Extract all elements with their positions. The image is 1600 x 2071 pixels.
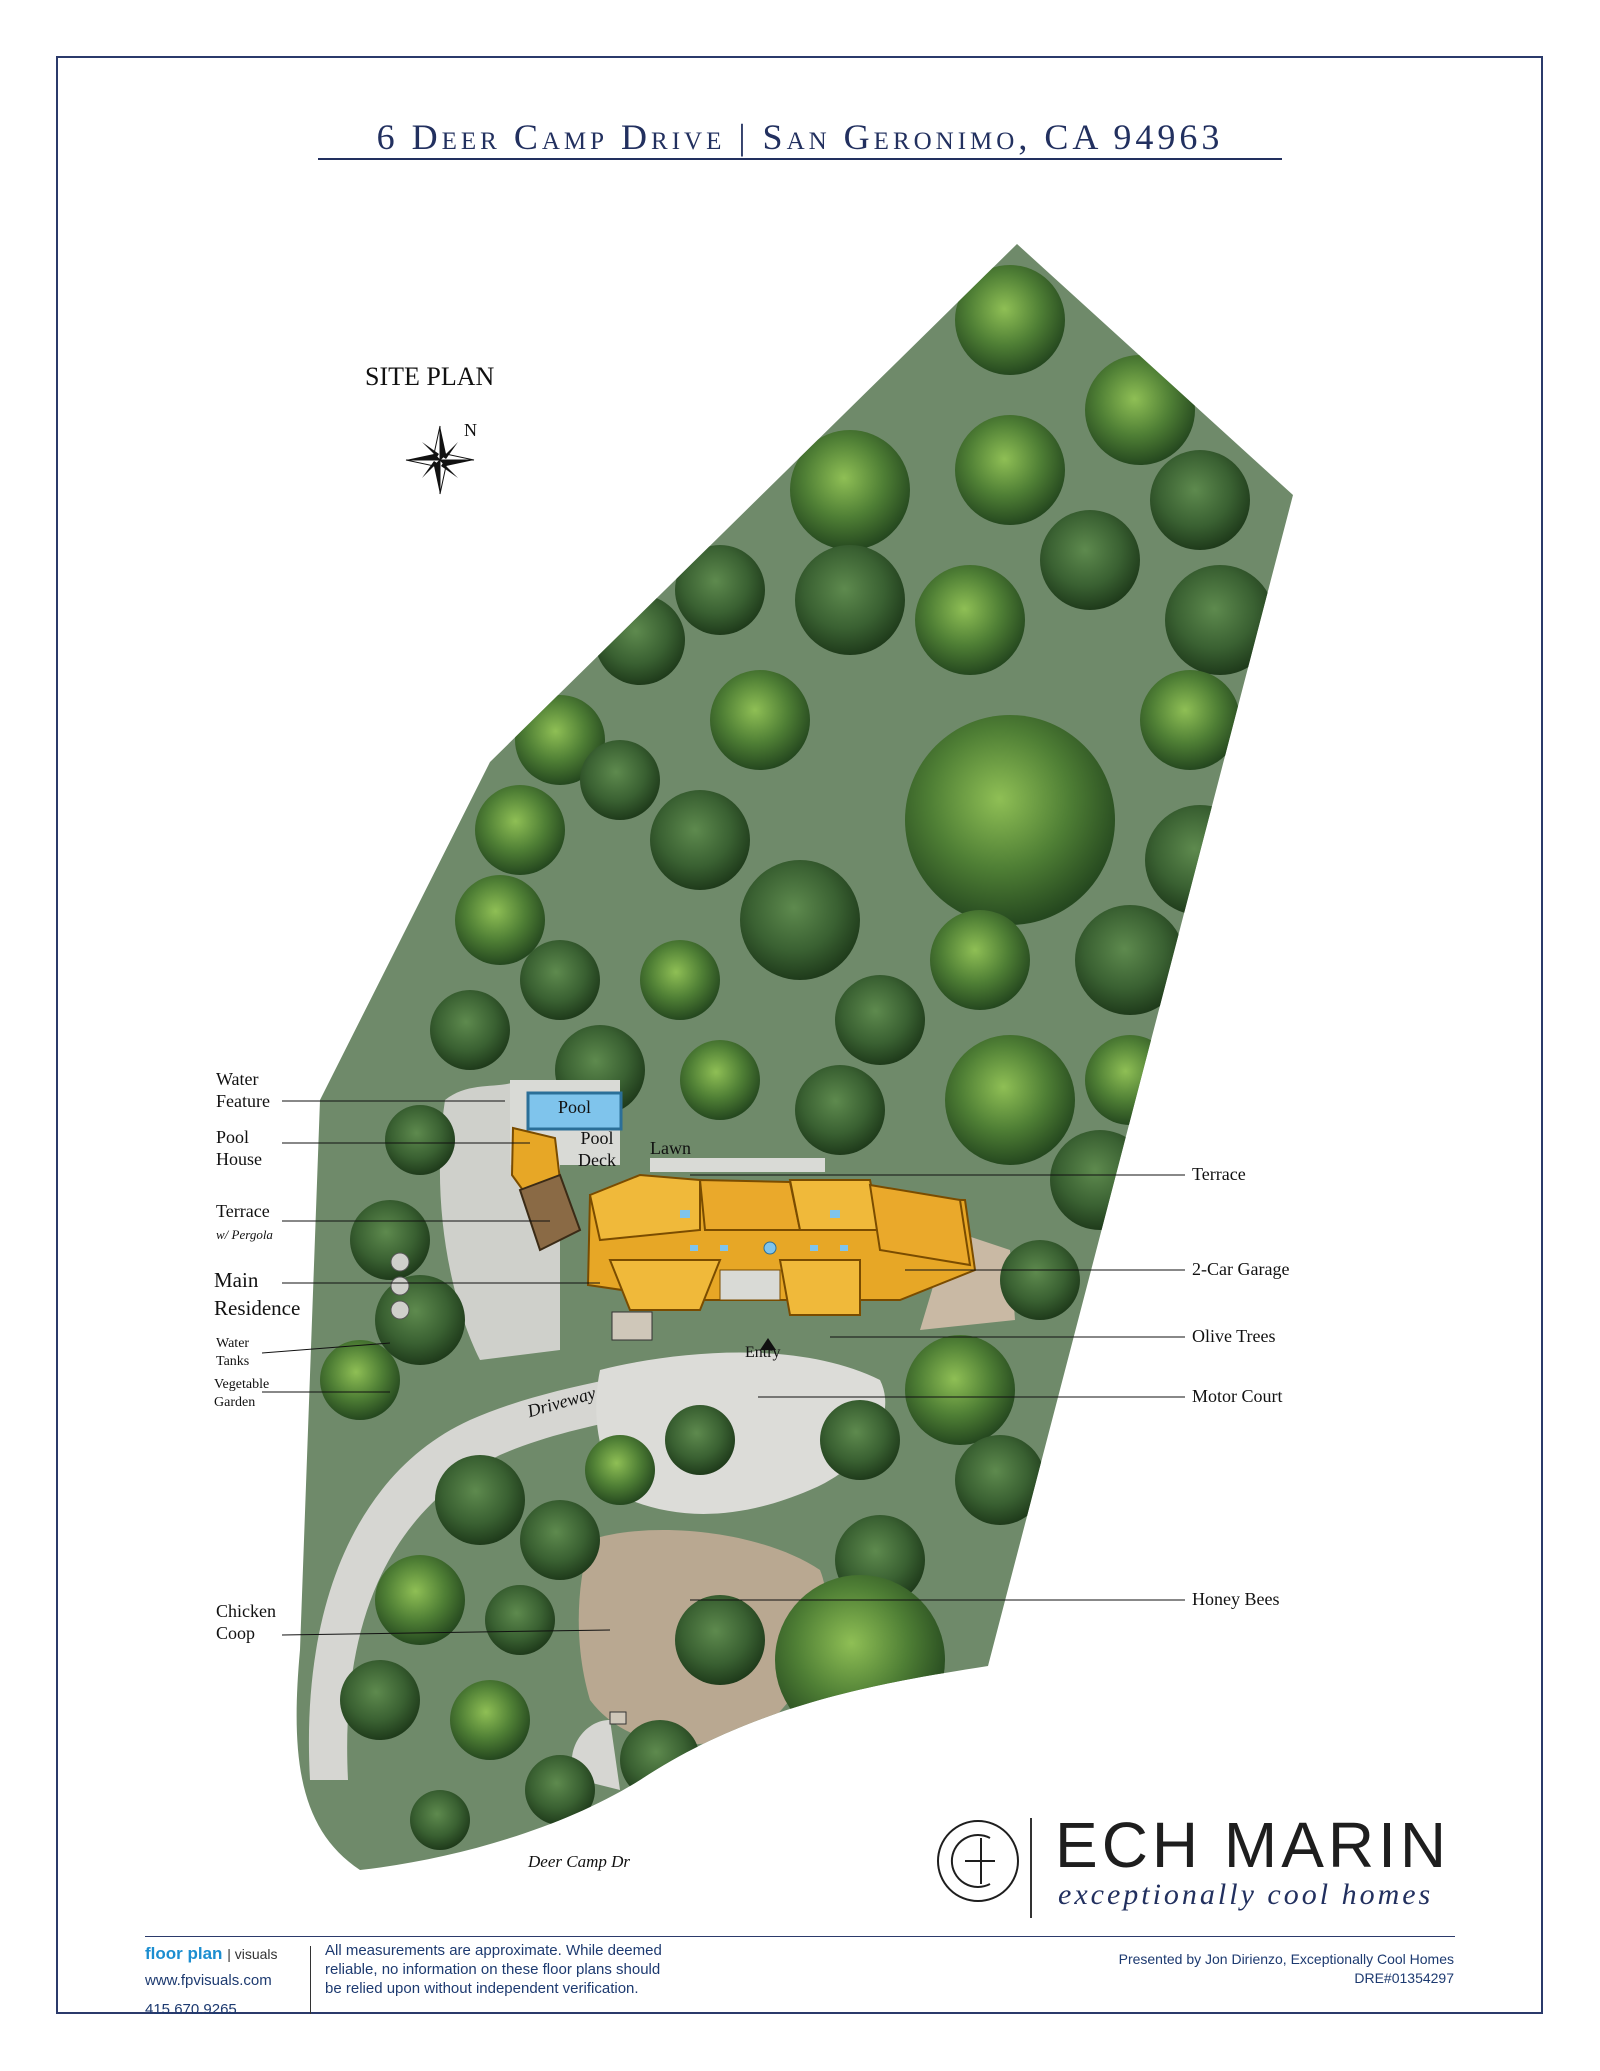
fp-phone: 415.670.9265 bbox=[145, 2001, 237, 2018]
label-terrace-left: Terrace bbox=[216, 1201, 270, 1221]
label-entry: Entry bbox=[745, 1344, 781, 1361]
chicken-coop bbox=[610, 1712, 626, 1724]
label-pool-deck: Pool Deck bbox=[578, 1128, 616, 1170]
brand-divider bbox=[1030, 1818, 1032, 1918]
fp-suffix: | visuals bbox=[227, 1946, 278, 1962]
footer-divider bbox=[145, 1936, 1455, 1937]
label-pergola-note: w/ Pergola bbox=[216, 1227, 273, 1242]
label-chicken-coop: Chicken Coop bbox=[216, 1601, 276, 1643]
label-pool-house: Pool House bbox=[216, 1127, 262, 1169]
label-honey-bees: Honey Bees bbox=[1192, 1589, 1280, 1609]
label-main-residence: Main Residence bbox=[214, 1268, 301, 1320]
ech-logo-icon bbox=[935, 1818, 1021, 1904]
presented-by bbox=[1119, 1950, 1454, 1988]
footer-separator bbox=[310, 1946, 311, 2014]
label-driveway: Driveway bbox=[525, 1382, 598, 1422]
label-terrace-right: Terrace bbox=[1192, 1164, 1246, 1184]
brand-name: ECH MARIN bbox=[1055, 1809, 1451, 1881]
label-vegetable-garden: Vegetable Garden bbox=[214, 1377, 270, 1410]
water-tank bbox=[391, 1301, 409, 1319]
disclaimer: All measurements are approximate. While deemed reliable, no information on these floor plans should be relied upon without independent verification. bbox=[325, 1942, 662, 1997]
label-lawn: Lawn bbox=[650, 1138, 691, 1158]
label-garage: 2-Car Garage bbox=[1192, 1259, 1290, 1279]
site-plan-heading: SITE PLAN bbox=[365, 362, 495, 391]
label-water-feature: Water Feature bbox=[216, 1069, 270, 1111]
water-tank bbox=[391, 1277, 409, 1295]
dre-number: DRE#01354297 bbox=[1354, 1970, 1454, 1986]
fp-logo bbox=[145, 1944, 278, 1964]
label-olive-trees: Olive Trees bbox=[1192, 1326, 1276, 1346]
label-road: Deer Camp Dr bbox=[528, 1852, 630, 1871]
label-pool: Pool bbox=[558, 1097, 592, 1117]
label-water-tanks: Water Tanks bbox=[216, 1336, 250, 1369]
fp-name: floor plan bbox=[145, 1944, 223, 1963]
brand-tagline: exceptionally cool homes bbox=[1058, 1878, 1434, 1911]
page-title: 6 Deer Camp Drive | San Geronimo, CA 94963 bbox=[376, 117, 1224, 157]
north-label: N bbox=[464, 420, 477, 440]
water-tank bbox=[391, 1253, 409, 1271]
fp-url[interactable]: www.fpvisuals.com bbox=[145, 1972, 272, 1989]
presented-by-text: Presented by Jon Dirienzo, Exceptionally Cool Homes bbox=[1118, 1951, 1454, 1967]
main-residence bbox=[588, 1175, 975, 1315]
label-motor-court: Motor Court bbox=[1192, 1386, 1283, 1406]
